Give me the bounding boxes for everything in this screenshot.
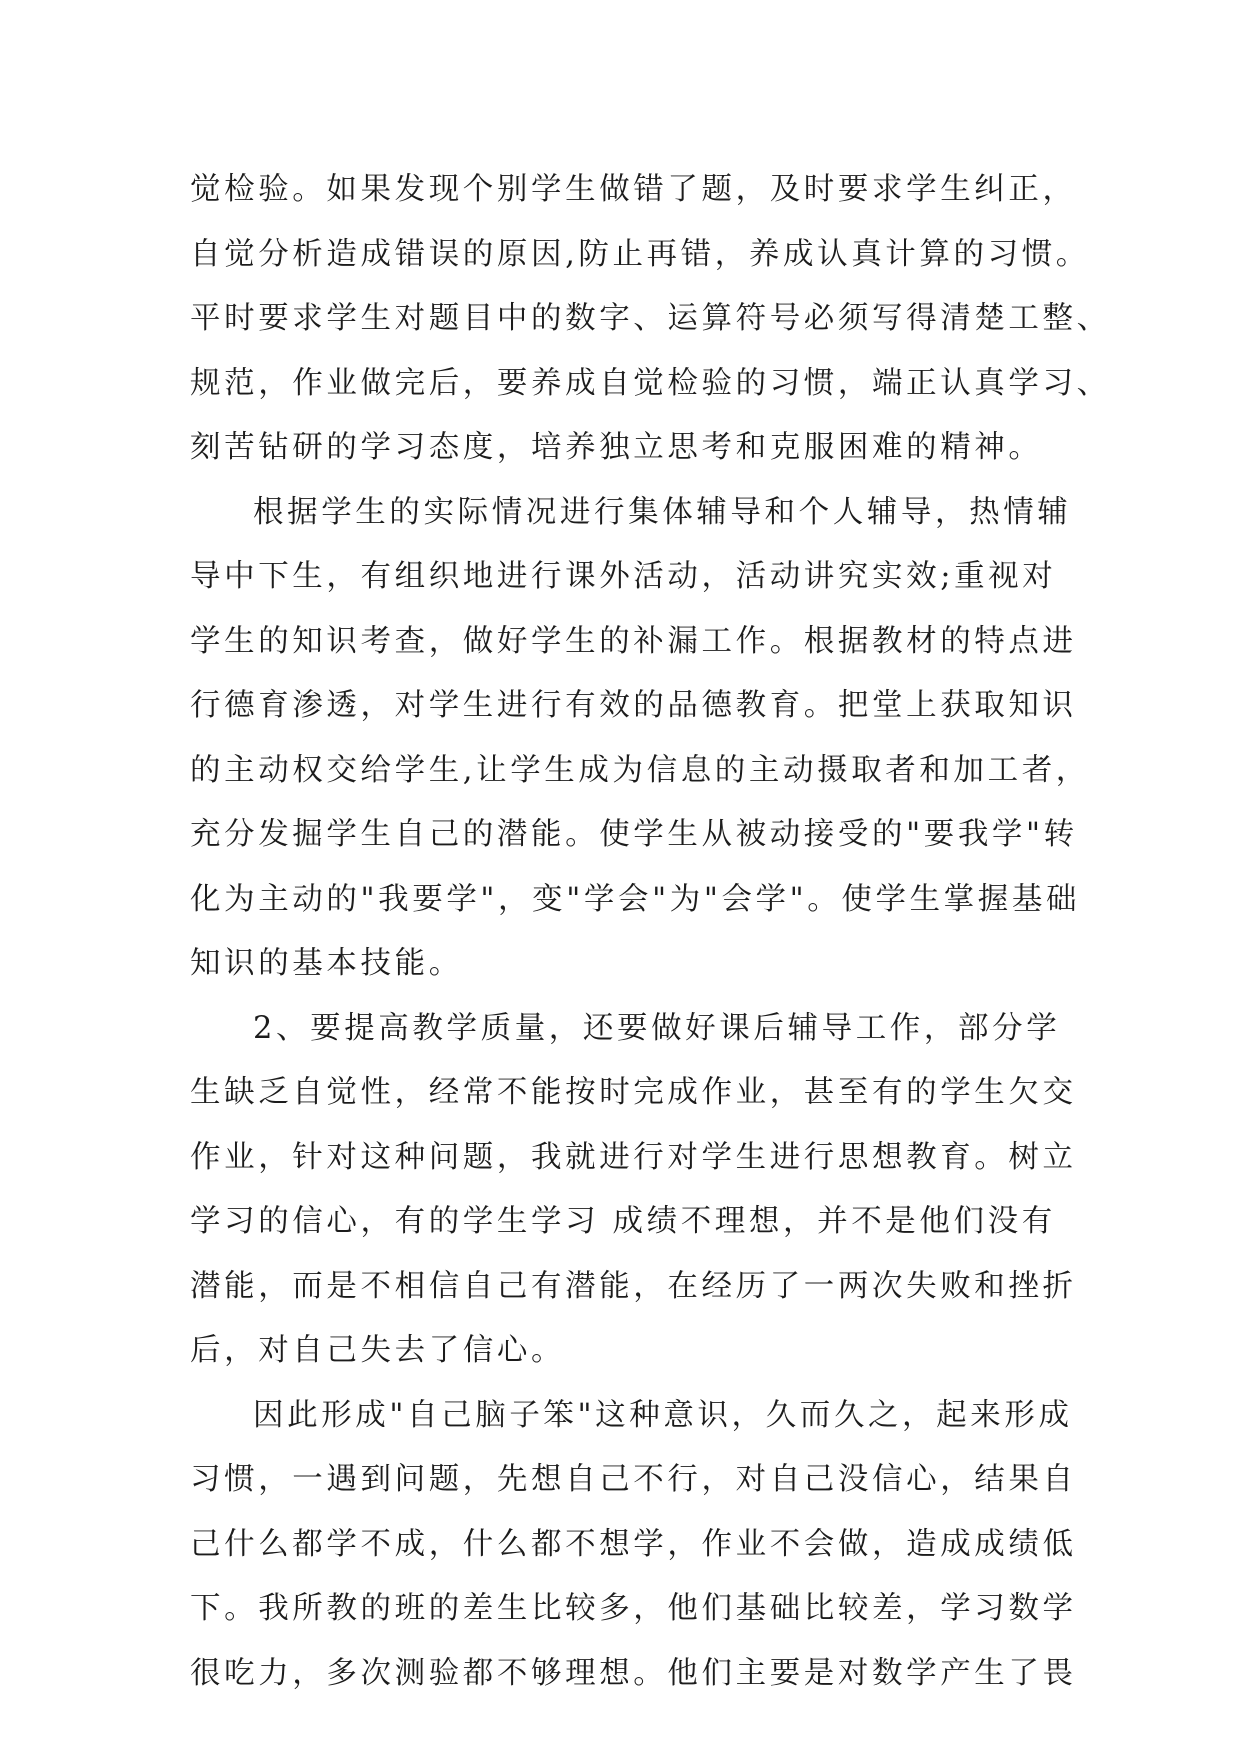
body-text: [190, 158, 1111, 1706]
text-line: 化为主动的"我要学"，变"学会"为"会学"。使学生掌握基础: [190, 881, 1081, 917]
text-line: 学习的信心，有的学生学习 成绩不理想，并不是他们没有: [190, 1204, 1056, 1239]
text-line: 生缺乏自觉性，经常不能按时完成作业，甚至有的学生欠交: [190, 1075, 1077, 1110]
paragraph-start-line: 因此形成"自己脑子笨"这种意识，久而久之，起来形成: [253, 1397, 1073, 1433]
text-line: 的主动权交给学生,让学生成为信息的主动摄取者和加工者，: [190, 752, 1090, 788]
text-line: 刻苦钻研的学习态度，培养独立思考和克服困难的精神。: [190, 430, 1043, 465]
text-line: 知识的基本技能。: [190, 946, 463, 981]
text-line: 下。我所教的班的差生比较多，他们基础比较差，学习数学: [190, 1591, 1077, 1626]
text-line: 规范，作业做完后，要养成自觉检验的习惯，端正认真学习、: [190, 365, 1111, 401]
text-line: 潜能，而是不相信自己有潜能，在经历了一两次失败和挫折: [190, 1268, 1077, 1304]
text-line: 充分发掘学生自己的潜能。使学生从被动接受的"要我学"转: [190, 817, 1078, 852]
text-line: 平时要求学生对题目中的数字、运算符号必须写得清楚工整、: [190, 301, 1111, 336]
text-line: 很吃力，多次测验都不够理想。他们主要是对数学产生了畏: [190, 1655, 1077, 1691]
text-line: 后，对自己失去了信心。: [190, 1333, 566, 1368]
text-line: 学生的知识考查，做好学生的补漏工作。根据教材的特点进: [190, 623, 1077, 659]
paragraph-start-line: 根据学生的实际情况进行集体辅导和个人辅导，热情辅: [253, 494, 1072, 530]
text-line: 觉检验。如果发现个别学生做错了题，及时要求学生纠正，: [190, 172, 1077, 207]
text-line: 习惯，一遇到问题，先想自己不行，对自己没信心，结果自: [190, 1462, 1077, 1497]
text-line: 自觉分析造成错误的原因,防止再错，养成认真计算的习惯。: [190, 236, 1090, 272]
text-line: 导中下生，有组织地进行课外活动，活动讲究实效;重视对: [190, 559, 1057, 594]
text-line: 作业，针对这种问题，我就进行对学生进行思想教育。树立: [190, 1139, 1077, 1175]
paragraph-start-line: 2、要提高教学质量，还要做好课后辅导工作，部分学: [253, 1010, 1061, 1046]
text-line: 己什么都学不成，什么都不想学，作业不会做，造成成绩低: [190, 1526, 1077, 1562]
text-line: 行德育渗透，对学生进行有效的品德教育。把堂上获取知识: [190, 688, 1077, 723]
